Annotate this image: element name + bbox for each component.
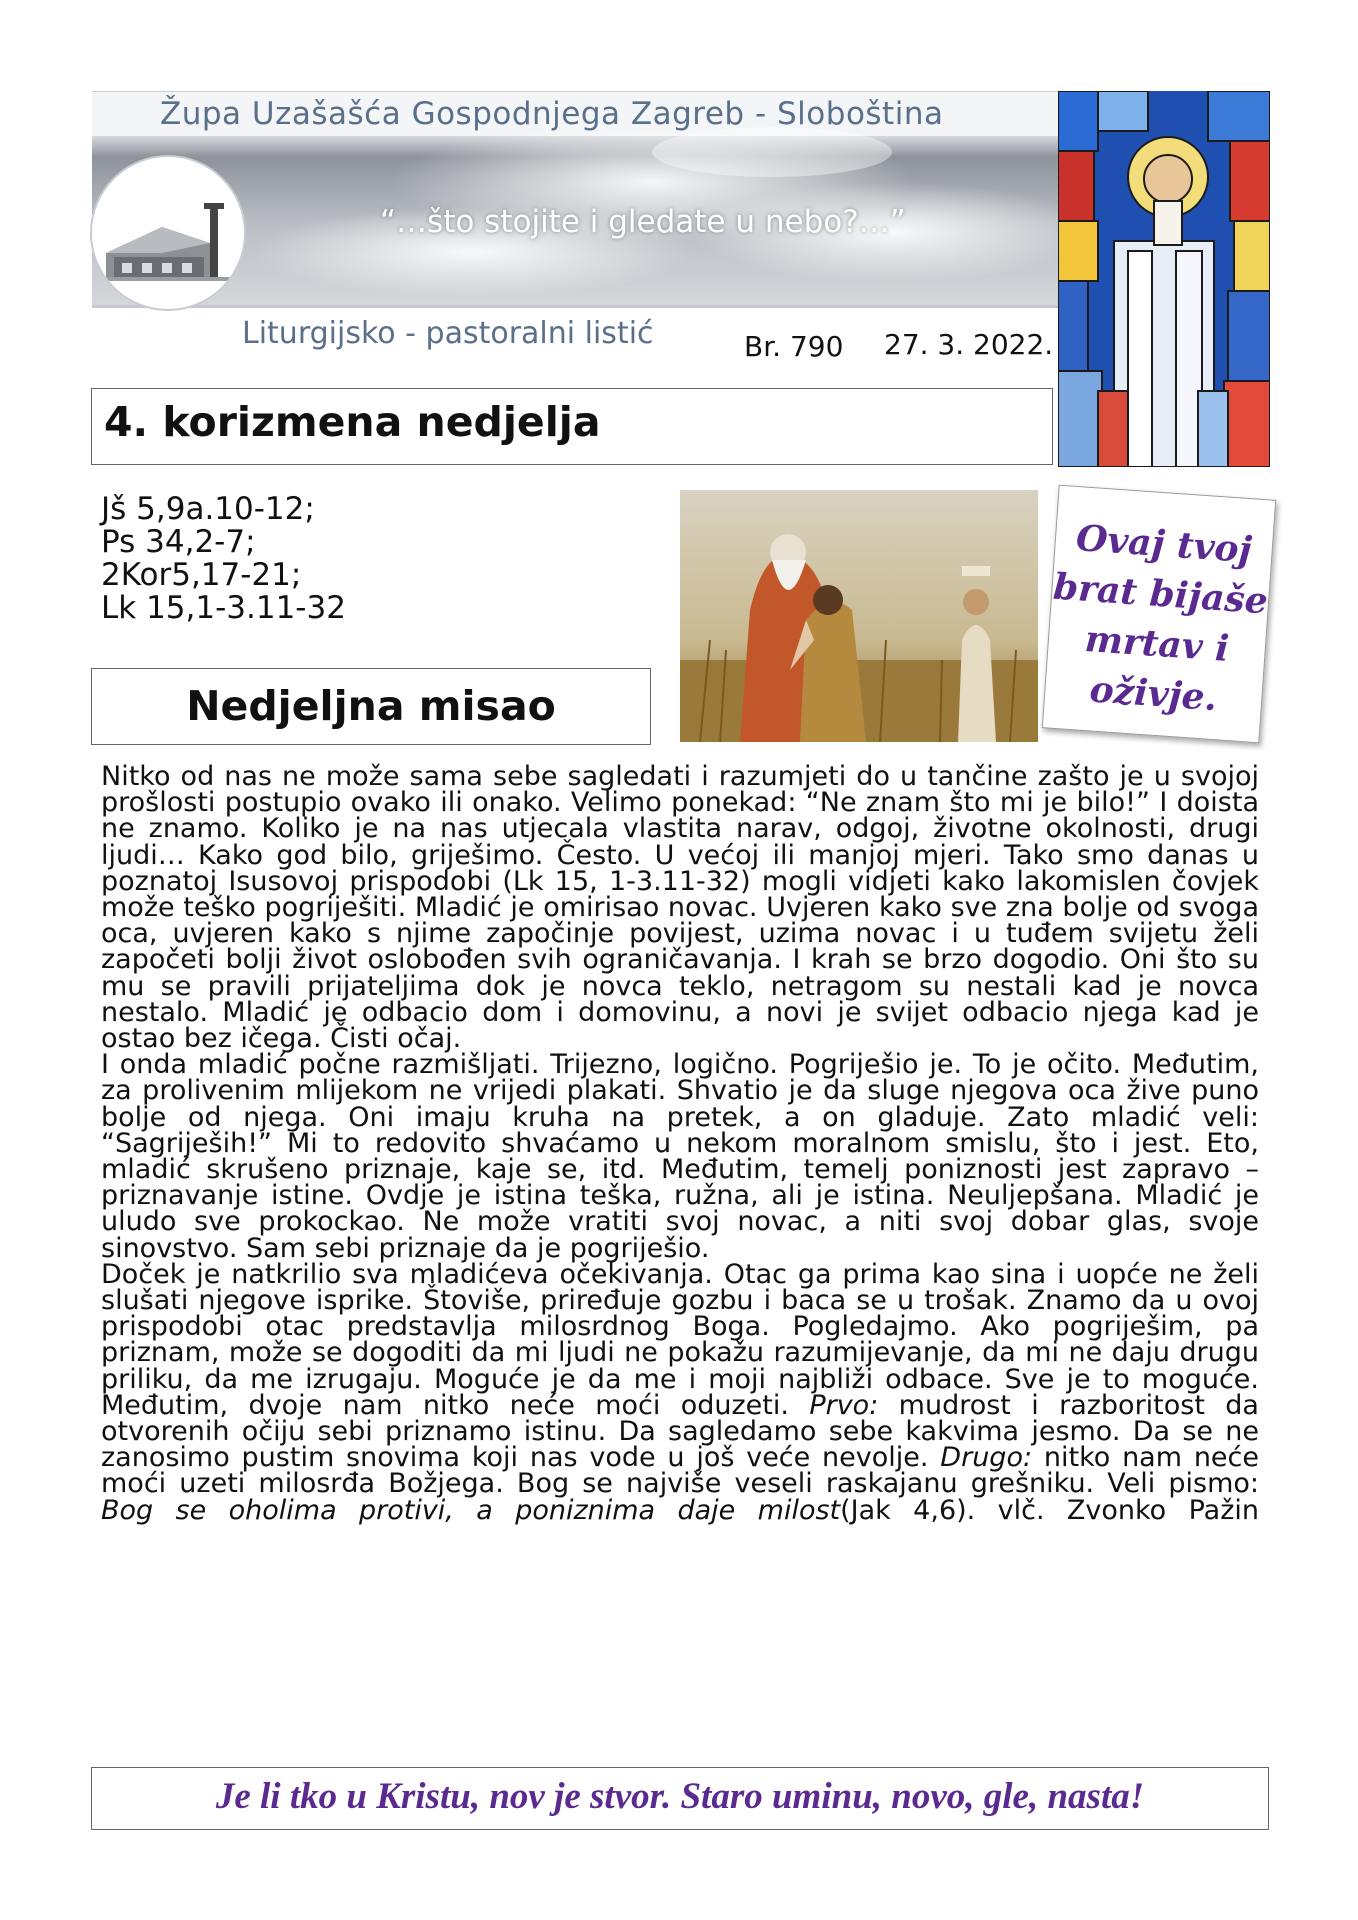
footer-verse: Je li tko u Kristu, nov je stvor. Staro uminu, novo, gle, nasta! xyxy=(215,1776,1145,1817)
paragraph-text: mudrost i razboritost da otvorenih očiju sebi priznamo istinu. Da sagledamo sebe kakvima jesmo. Da se ne zanosimo pustim snovima koji nas vode u još veće nevolje. xyxy=(101,1389,1259,1474)
quote-line: Ovaj tvoj xyxy=(1074,517,1254,572)
reading-item: Lk 15,1-3.11-32 xyxy=(101,590,346,626)
quote-line: oživje. xyxy=(1088,668,1219,720)
prodigal-son-painting xyxy=(680,490,1038,742)
issue-number: Br. 790 xyxy=(744,330,844,363)
readings-list xyxy=(101,493,346,625)
article-body xyxy=(101,761,1260,1526)
paragraph-text: nitko nam neće moći uzeti milosrđa Božjega. Bog se najviše veseli raskajanu grešniku. Veli pismo: xyxy=(101,1442,1260,1500)
sunday-title: 4. korizmena nedjelja xyxy=(104,398,601,446)
parish-title: Župa Uzašašća Gospodnjega Zagreb - Sloboština xyxy=(160,96,944,132)
emphasis-second: Drugo: xyxy=(940,1442,1033,1474)
quote-line: mrtav i xyxy=(1083,617,1231,670)
reading-item: Jš 5,9a.10-12; xyxy=(101,491,315,527)
scripture-quote: Bog se oholima protivi, a poniznima daje milost xyxy=(101,1494,841,1526)
quote-text xyxy=(1044,512,1273,727)
article-paragraph: I onda mladić počne razmišljati. Trijezno, logično. Pogriješio je. To je očito. Međutim, za prolivenim mlijekom ne vrijedi plakati. Shvatio je da sluge njegova oca žive puno bolje od njega. Oni imaju kruha na pretek, a on gladuje. Zato mladić veli: “Sagriješih!” Mi to redovito shvaćamo u nekom moralnom smislu, što i jest. Eto, mladić skrušeno priznaje, kaje se, itd. Međutim, temelj poniznosti jest zapravo – priznavanje istine. Ovdje je istina teška, ružna, ali je istina. Neuljepšana. Mladić je uludo sve prokockao. Ne može vratiti svoj novac, a niti svoj dobar glas, svoje sinovstvo. Sam sebi priznaje da je pogriješio. xyxy=(101,1049,1259,1264)
bulletin-label: Liturgijsko - pastoralni listić xyxy=(242,316,654,351)
church-building-icon xyxy=(92,157,244,309)
reading-item: 2Kor5,17-21; xyxy=(101,557,302,593)
paragraph-text: Doček je natkrilio sva mladićeva očekivanja. Otac ga prima kao sina i uopće ne želi slušati njegove isprike. Štoviše, priređuje gozbu i baca se u trošak. Znamo da u ovoj prispodobi otac predstavlja milosrdnog Boga. Pogledajmo. Ako pogriješim, pa priznam, može se dogoditi da mi ljudi ne pokažu razumijevanje, da mi ne daju drugu priliku, da me izrugaju. Moguće je da me i moji najbliži odbace. Sve je to moguće. Međutim, dvoje nam nitko neće moći oduzeti. xyxy=(101,1258,1259,1421)
church-logo xyxy=(90,155,246,311)
author-signature: vlč. Zvonko Pažin xyxy=(997,1494,1259,1526)
article-paragraph: Nitko od nas ne može sama sebe sagledati i razumjeti do u tančine zašto je u svojoj prošlosti postupio ovako ili onako. Velimo ponekad: “Ne znam što mi je bilo!” I doista ne znamo. Koliko je na nas utjecala vlastita narav, odgoj, životne okolnosti, drugi ljudi… Kako god bilo, griješimo. Često. U većoj ili manjoj mjeri. Tako smo danas u poznatoj Isusovoj prispodobi (Lk 15, 1-3.11-32) mogli vidjeti kako lakomislen čovjek može teško pogriješiti. Mladić je omirisao novac. Uvjeren kako sve zna bolje od svoga oca, uvjeren kako s njime započinje povijest, uzima novac i u tuđem svijetu želi započeti bolji život oslobođen svih ograničavanja. I krah se brzo dogodio. Oni što su mu se pravili prijateljima dok je novca teklo, netragom su nestali kad je novca nestalo. Mladić je odbacio dom i domovinu, a novi je svijet odbacio njega kad je ostao bez ičega. Čisti očaj. xyxy=(101,761,1259,1055)
reading-item: Ps 34,2-7; xyxy=(101,524,256,560)
emphasis-first: Prvo: xyxy=(809,1389,879,1421)
quote-card xyxy=(1042,485,1276,744)
scripture-reference: (Jak 4,6). xyxy=(840,1494,976,1526)
article-paragraph xyxy=(101,1258,1260,1526)
issue-date: 27. 3. 2022. xyxy=(884,328,1054,361)
motto-quote: “…što stojite i gledate u nebo?…” xyxy=(380,204,906,240)
section-title: Nedjeljna misao xyxy=(186,682,556,730)
quote-line: brat bijaše xyxy=(1051,565,1270,623)
stained-glass-image xyxy=(1058,91,1270,467)
